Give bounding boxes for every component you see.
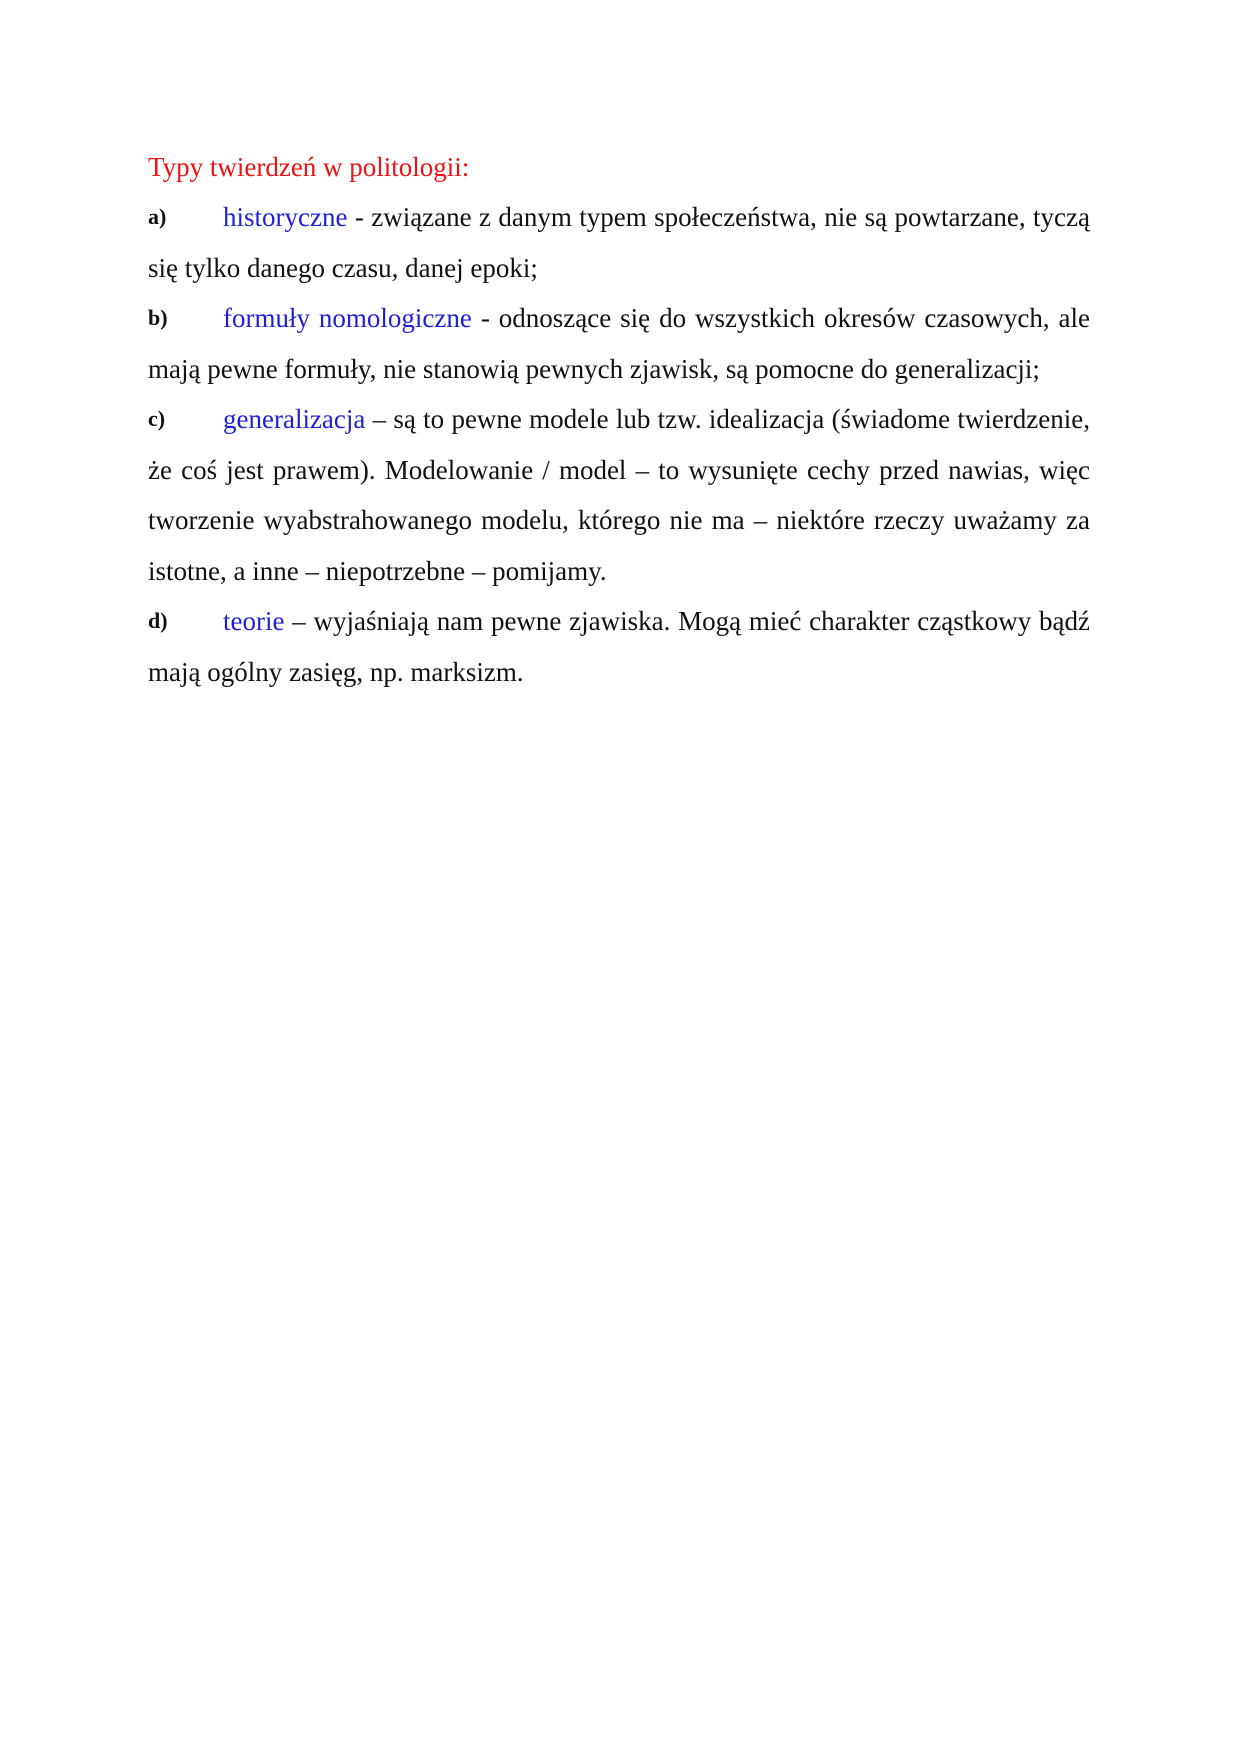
item-text: – wyjaśniają nam pewne zjawiska. Mogą mieć charakter cząstkowy bądź mają ogólny zasięg, np. marksizm. xyxy=(148,606,1090,687)
item-text: – są to pewne modele lub tzw. idealizacja (świadome twierdzenie, że coś jest prawem). Modelowanie / model – to wysunięte cechy przed nawias, więc tworzenie wyabstrahowanego modelu, którego nie ma – niektóre rzeczy uważamy za istotne, a inne – niepotrzebne – pomijamy. xyxy=(148,404,1090,586)
term-teorie: teorie xyxy=(223,606,285,636)
document-body xyxy=(148,142,1090,697)
list-item-b xyxy=(148,293,1090,394)
item-text: - związane z danym typem społeczeństwa, nie są powtarzane, tyczą się tylko danego czasu, danej epoki; xyxy=(148,202,1090,283)
list-marker: a) xyxy=(148,204,167,229)
list-marker: b) xyxy=(148,305,168,330)
list-marker: d) xyxy=(148,608,168,633)
list-item-a xyxy=(148,192,1090,293)
page-title: Typy twierdzeń w politologii: xyxy=(148,152,470,182)
list-item-c xyxy=(148,394,1090,596)
term-historyczne: historyczne xyxy=(223,202,348,232)
term-formuly-nomologiczne: formuły nomologiczne xyxy=(223,303,472,333)
list-marker: c) xyxy=(148,406,166,431)
item-text: - odnoszące się do wszystkich okresów czasowych, ale mają pewne formuły, nie stanowią pewnych zjawisk, są pomocne do generalizacji; xyxy=(148,303,1090,384)
term-generalizacja: generalizacja xyxy=(223,404,366,434)
list-item-d xyxy=(148,596,1090,697)
